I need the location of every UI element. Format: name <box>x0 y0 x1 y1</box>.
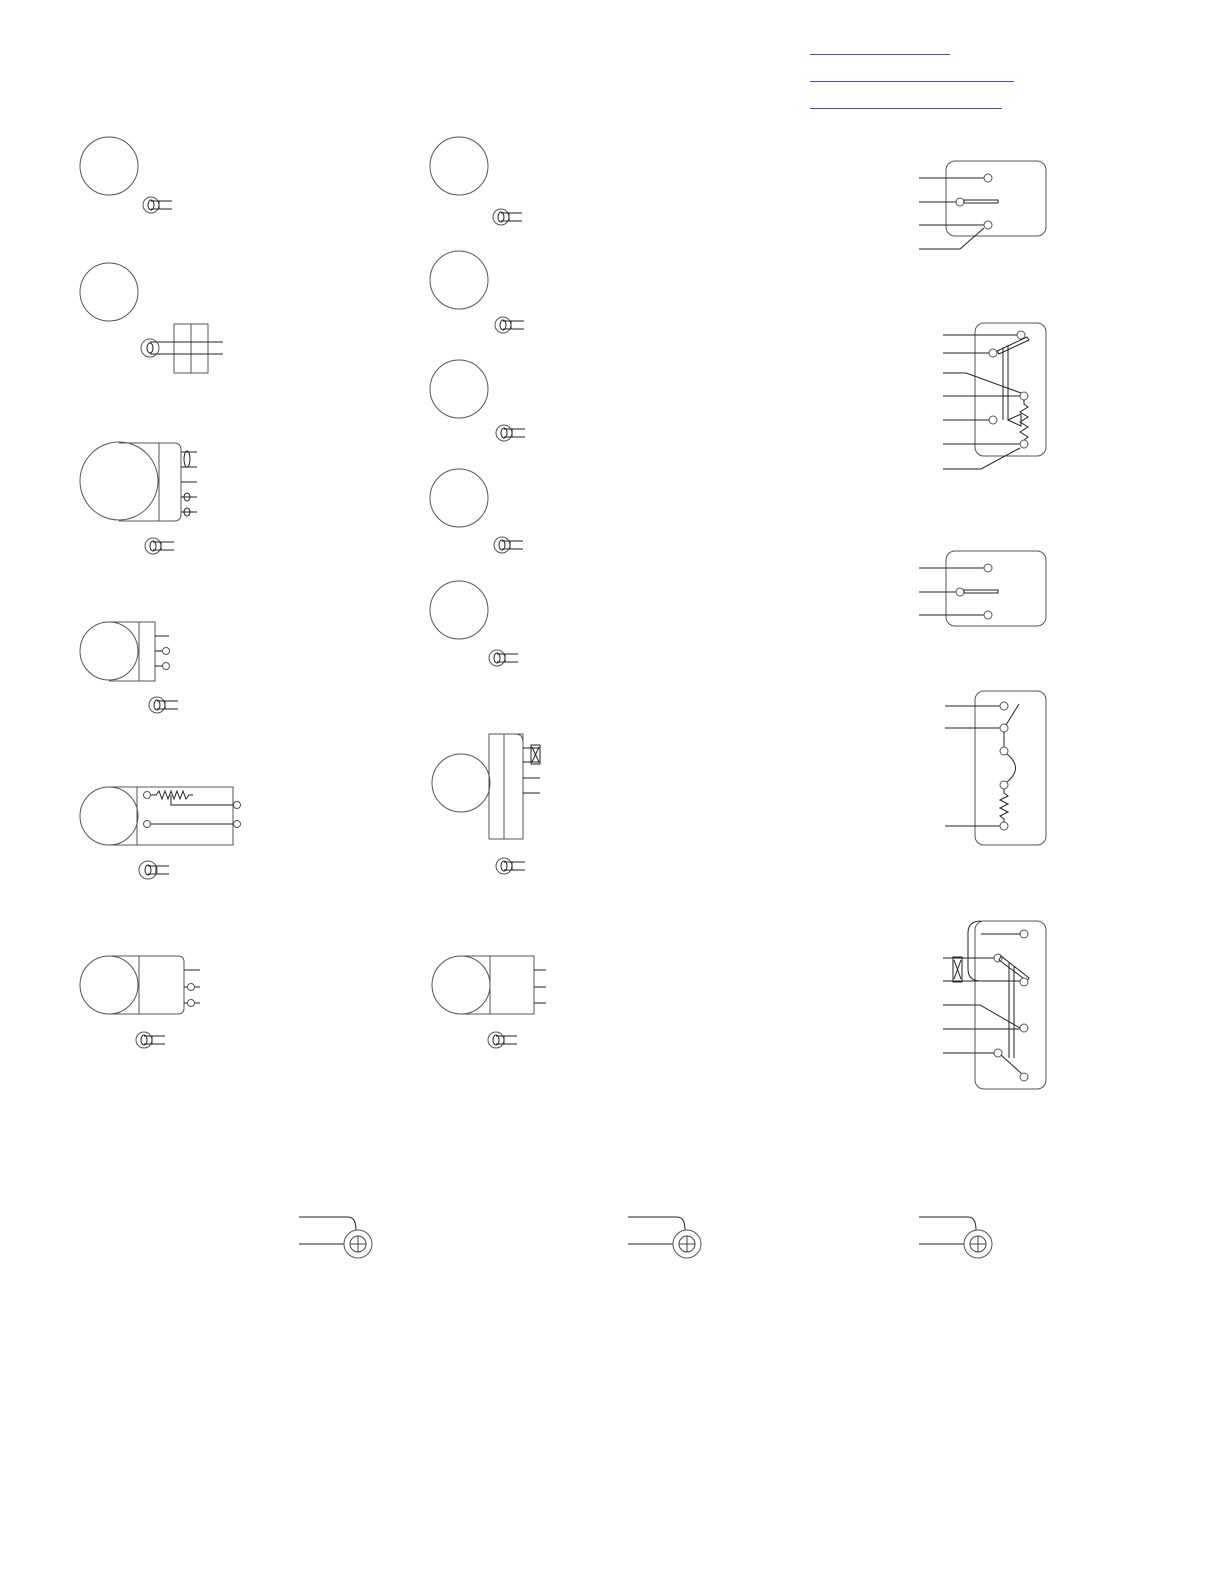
switch-r3 <box>919 551 1046 626</box>
switch-r4 <box>945 691 1046 845</box>
ground-terminal-icon <box>496 858 525 874</box>
relay-r2 <box>943 323 1046 469</box>
ground-terminal-icon <box>489 650 518 666</box>
component-l2 <box>80 263 223 373</box>
component-m2 <box>430 251 524 333</box>
component-m7 <box>432 956 546 1048</box>
component-m5 <box>430 581 518 666</box>
component-l3 <box>80 442 197 554</box>
ground-terminal-icon <box>136 1032 165 1048</box>
ground-terminal-icon <box>493 209 522 225</box>
switch-r1 <box>919 161 1046 249</box>
ground-terminal-icon <box>488 1032 517 1048</box>
sensor-b1 <box>299 1217 372 1258</box>
ground-terminal-icon <box>494 537 523 553</box>
component-l6 <box>80 956 200 1048</box>
ground-terminal-icon <box>495 317 524 333</box>
component-m6 <box>432 734 540 874</box>
component-l1 <box>80 137 172 213</box>
ground-terminal-icon <box>496 425 525 441</box>
component-l4 <box>80 622 178 713</box>
component-m1 <box>430 137 522 225</box>
ground-terminal-icon <box>145 538 174 554</box>
relay-r5 <box>943 921 1046 1089</box>
component-m4 <box>430 469 523 553</box>
sensor-b3 <box>919 1217 992 1258</box>
ground-terminal-icon <box>149 697 178 713</box>
sensor-b2 <box>628 1217 701 1258</box>
component-l5 <box>80 787 241 879</box>
component-m3 <box>430 360 525 441</box>
ground-terminal-icon <box>139 861 169 879</box>
ground-terminal-icon <box>143 197 172 213</box>
